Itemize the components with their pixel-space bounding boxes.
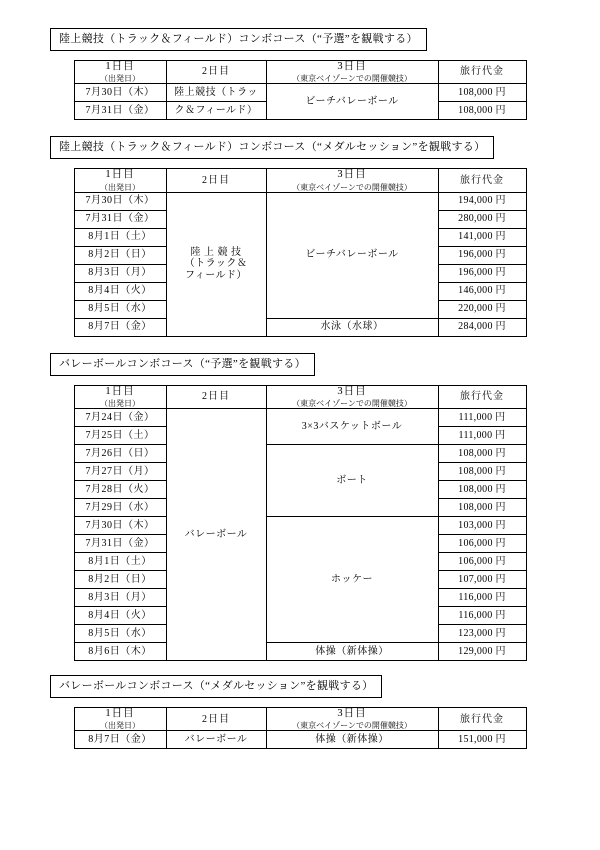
table-header-row: [74, 61, 526, 84]
cell-day1: 8月5日（水）: [74, 300, 166, 318]
cell-day1: 7月25日（土）: [74, 427, 166, 445]
column-header-day2: 2日目: [166, 708, 266, 731]
section-title-wrap: [50, 353, 562, 376]
cell-price: 108,000 円: [438, 445, 526, 463]
cell-price: 111,000 円: [438, 427, 526, 445]
column-header-price: 旅行代金: [438, 169, 526, 192]
cell-price: 129,000 円: [438, 643, 526, 661]
cell-price: 107,000 円: [438, 571, 526, 589]
tour-table-2: [74, 168, 527, 336]
column-header-day3: 3日目 （東京ベイゾーンでの開催競技）: [266, 169, 438, 192]
section-volleyball-preliminary: [38, 353, 562, 661]
column-header-day2: 2日目: [166, 169, 266, 192]
table-header-row: [74, 708, 526, 731]
cell-day1: 8月3日（月）: [74, 589, 166, 607]
section-title: バレーボールコンボコース（“予選”を観戦する）: [50, 353, 315, 376]
cell-day2: ク＆フィールド）: [166, 102, 266, 120]
cell-day1: 7月30日（木）: [74, 517, 166, 535]
cell-day1: 7月30日（木）: [74, 84, 166, 102]
table-row: [74, 445, 526, 463]
section-title-wrap: [50, 28, 562, 51]
cell-price: 106,000 円: [438, 535, 526, 553]
cell-day3: 水泳（水球）: [266, 318, 438, 336]
cell-day1: 7月31日（金）: [74, 535, 166, 553]
cell-price: 108,000 円: [438, 499, 526, 517]
cell-price: 151,000 円: [438, 731, 526, 749]
cell-day1: 7月31日（金）: [74, 102, 166, 120]
table-row: [74, 643, 526, 661]
tour-table-1: [74, 60, 527, 120]
cell-day3: 体操（新体操）: [266, 731, 438, 749]
cell-day1: 8月4日（火）: [74, 607, 166, 625]
cell-day2: 陸 上 競 技 （トラック＆ フィールド）: [166, 192, 266, 336]
column-header-day3: 3日目 （東京ベイゾーンでの開催競技）: [266, 61, 438, 84]
cell-day1: 7月26日（日）: [74, 445, 166, 463]
cell-day2: 陸上競技（トラッ: [166, 84, 266, 102]
cell-day3: ビーチバレーボール: [266, 192, 438, 318]
cell-day2: バレーボール: [166, 409, 266, 661]
column-header-price: 旅行代金: [438, 61, 526, 84]
cell-day1: 8月3日（月）: [74, 264, 166, 282]
cell-day1: 8月7日（金）: [74, 731, 166, 749]
cell-price: 123,000 円: [438, 625, 526, 643]
cell-day3: 体操（新体操）: [266, 643, 438, 661]
cell-price: 106,000 円: [438, 553, 526, 571]
table-header-row: [74, 169, 526, 192]
cell-price: 196,000 円: [438, 264, 526, 282]
cell-day1: 8月6日（木）: [74, 643, 166, 661]
tour-table-4: [74, 707, 527, 749]
table-row: [74, 731, 526, 749]
cell-price: 108,000 円: [438, 463, 526, 481]
cell-price: 141,000 円: [438, 228, 526, 246]
cell-day1: 7月24日（金）: [74, 409, 166, 427]
column-header-day2: 2日目: [166, 385, 266, 408]
cell-day1: 8月4日（火）: [74, 282, 166, 300]
column-header-price: 旅行代金: [438, 385, 526, 408]
section-athletics-medal: [38, 136, 562, 336]
column-header-price: 旅行代金: [438, 708, 526, 731]
cell-day1: 7月29日（水）: [74, 499, 166, 517]
cell-price: 111,000 円: [438, 409, 526, 427]
cell-price: 146,000 円: [438, 282, 526, 300]
cell-day3: ホッケー: [266, 517, 438, 643]
cell-price: 284,000 円: [438, 318, 526, 336]
cell-price: 103,000 円: [438, 517, 526, 535]
cell-day1: 7月30日（木）: [74, 192, 166, 210]
column-header-day1: 1日目 （出発日）: [74, 385, 166, 408]
section-volleyball-medal: [38, 675, 562, 749]
cell-day1: 8月2日（日）: [74, 246, 166, 264]
section-title: バレーボールコンボコース（“メダルセッション”を観戦する）: [50, 675, 382, 698]
cell-day3: ビーチバレーボール: [266, 84, 438, 120]
column-header-day3: 3日目 （東京ベイゾーンでの開催競技）: [266, 708, 438, 731]
cell-price: 196,000 円: [438, 246, 526, 264]
cell-price: 108,000 円: [438, 102, 526, 120]
cell-day1: 8月1日（土）: [74, 553, 166, 571]
cell-price: 220,000 円: [438, 300, 526, 318]
cell-day1: 7月28日（火）: [74, 481, 166, 499]
section-title-wrap: [50, 136, 562, 159]
table-row: [74, 517, 526, 535]
section-title-wrap: [50, 675, 562, 698]
column-header-day1: 1日目 （出発日）: [74, 708, 166, 731]
cell-price: 280,000 円: [438, 210, 526, 228]
cell-day2: バレーボール: [166, 731, 266, 749]
cell-day1: 8月5日（水）: [74, 625, 166, 643]
table-row: [74, 409, 526, 427]
table-row: [74, 318, 526, 336]
cell-price: 116,000 円: [438, 607, 526, 625]
table-row: [74, 192, 526, 210]
section-title: 陸上競技（トラック＆フィールド）コンボコース（“メダルセッション”を観戦する）: [50, 136, 494, 159]
table-header-row: [74, 385, 526, 408]
cell-day1: 7月27日（月）: [74, 463, 166, 481]
cell-day1: 8月7日（金）: [74, 318, 166, 336]
cell-day1: 8月1日（土）: [74, 228, 166, 246]
section-title: 陸上競技（トラック＆フィールド）コンボコース（“予選”を観戦する）: [50, 28, 427, 51]
section-athletics-preliminary: [38, 28, 562, 120]
table-row: [74, 84, 526, 102]
cell-price: 116,000 円: [438, 589, 526, 607]
tour-table-3: [74, 385, 527, 661]
cell-day1: 7月31日（金）: [74, 210, 166, 228]
column-header-day2: 2日目: [166, 61, 266, 84]
cell-day3: ボート: [266, 445, 438, 517]
column-header-day1: 1日目 （出発日）: [74, 169, 166, 192]
cell-day3: 3×3バスケットボール: [266, 409, 438, 445]
column-header-day1: 1日目 （出発日）: [74, 61, 166, 84]
cell-price: 108,000 円: [438, 84, 526, 102]
cell-price: 108,000 円: [438, 481, 526, 499]
cell-price: 194,000 円: [438, 192, 526, 210]
column-header-day3: 3日目 （東京ベイゾーンでの開催競技）: [266, 385, 438, 408]
cell-day1: 8月2日（日）: [74, 571, 166, 589]
